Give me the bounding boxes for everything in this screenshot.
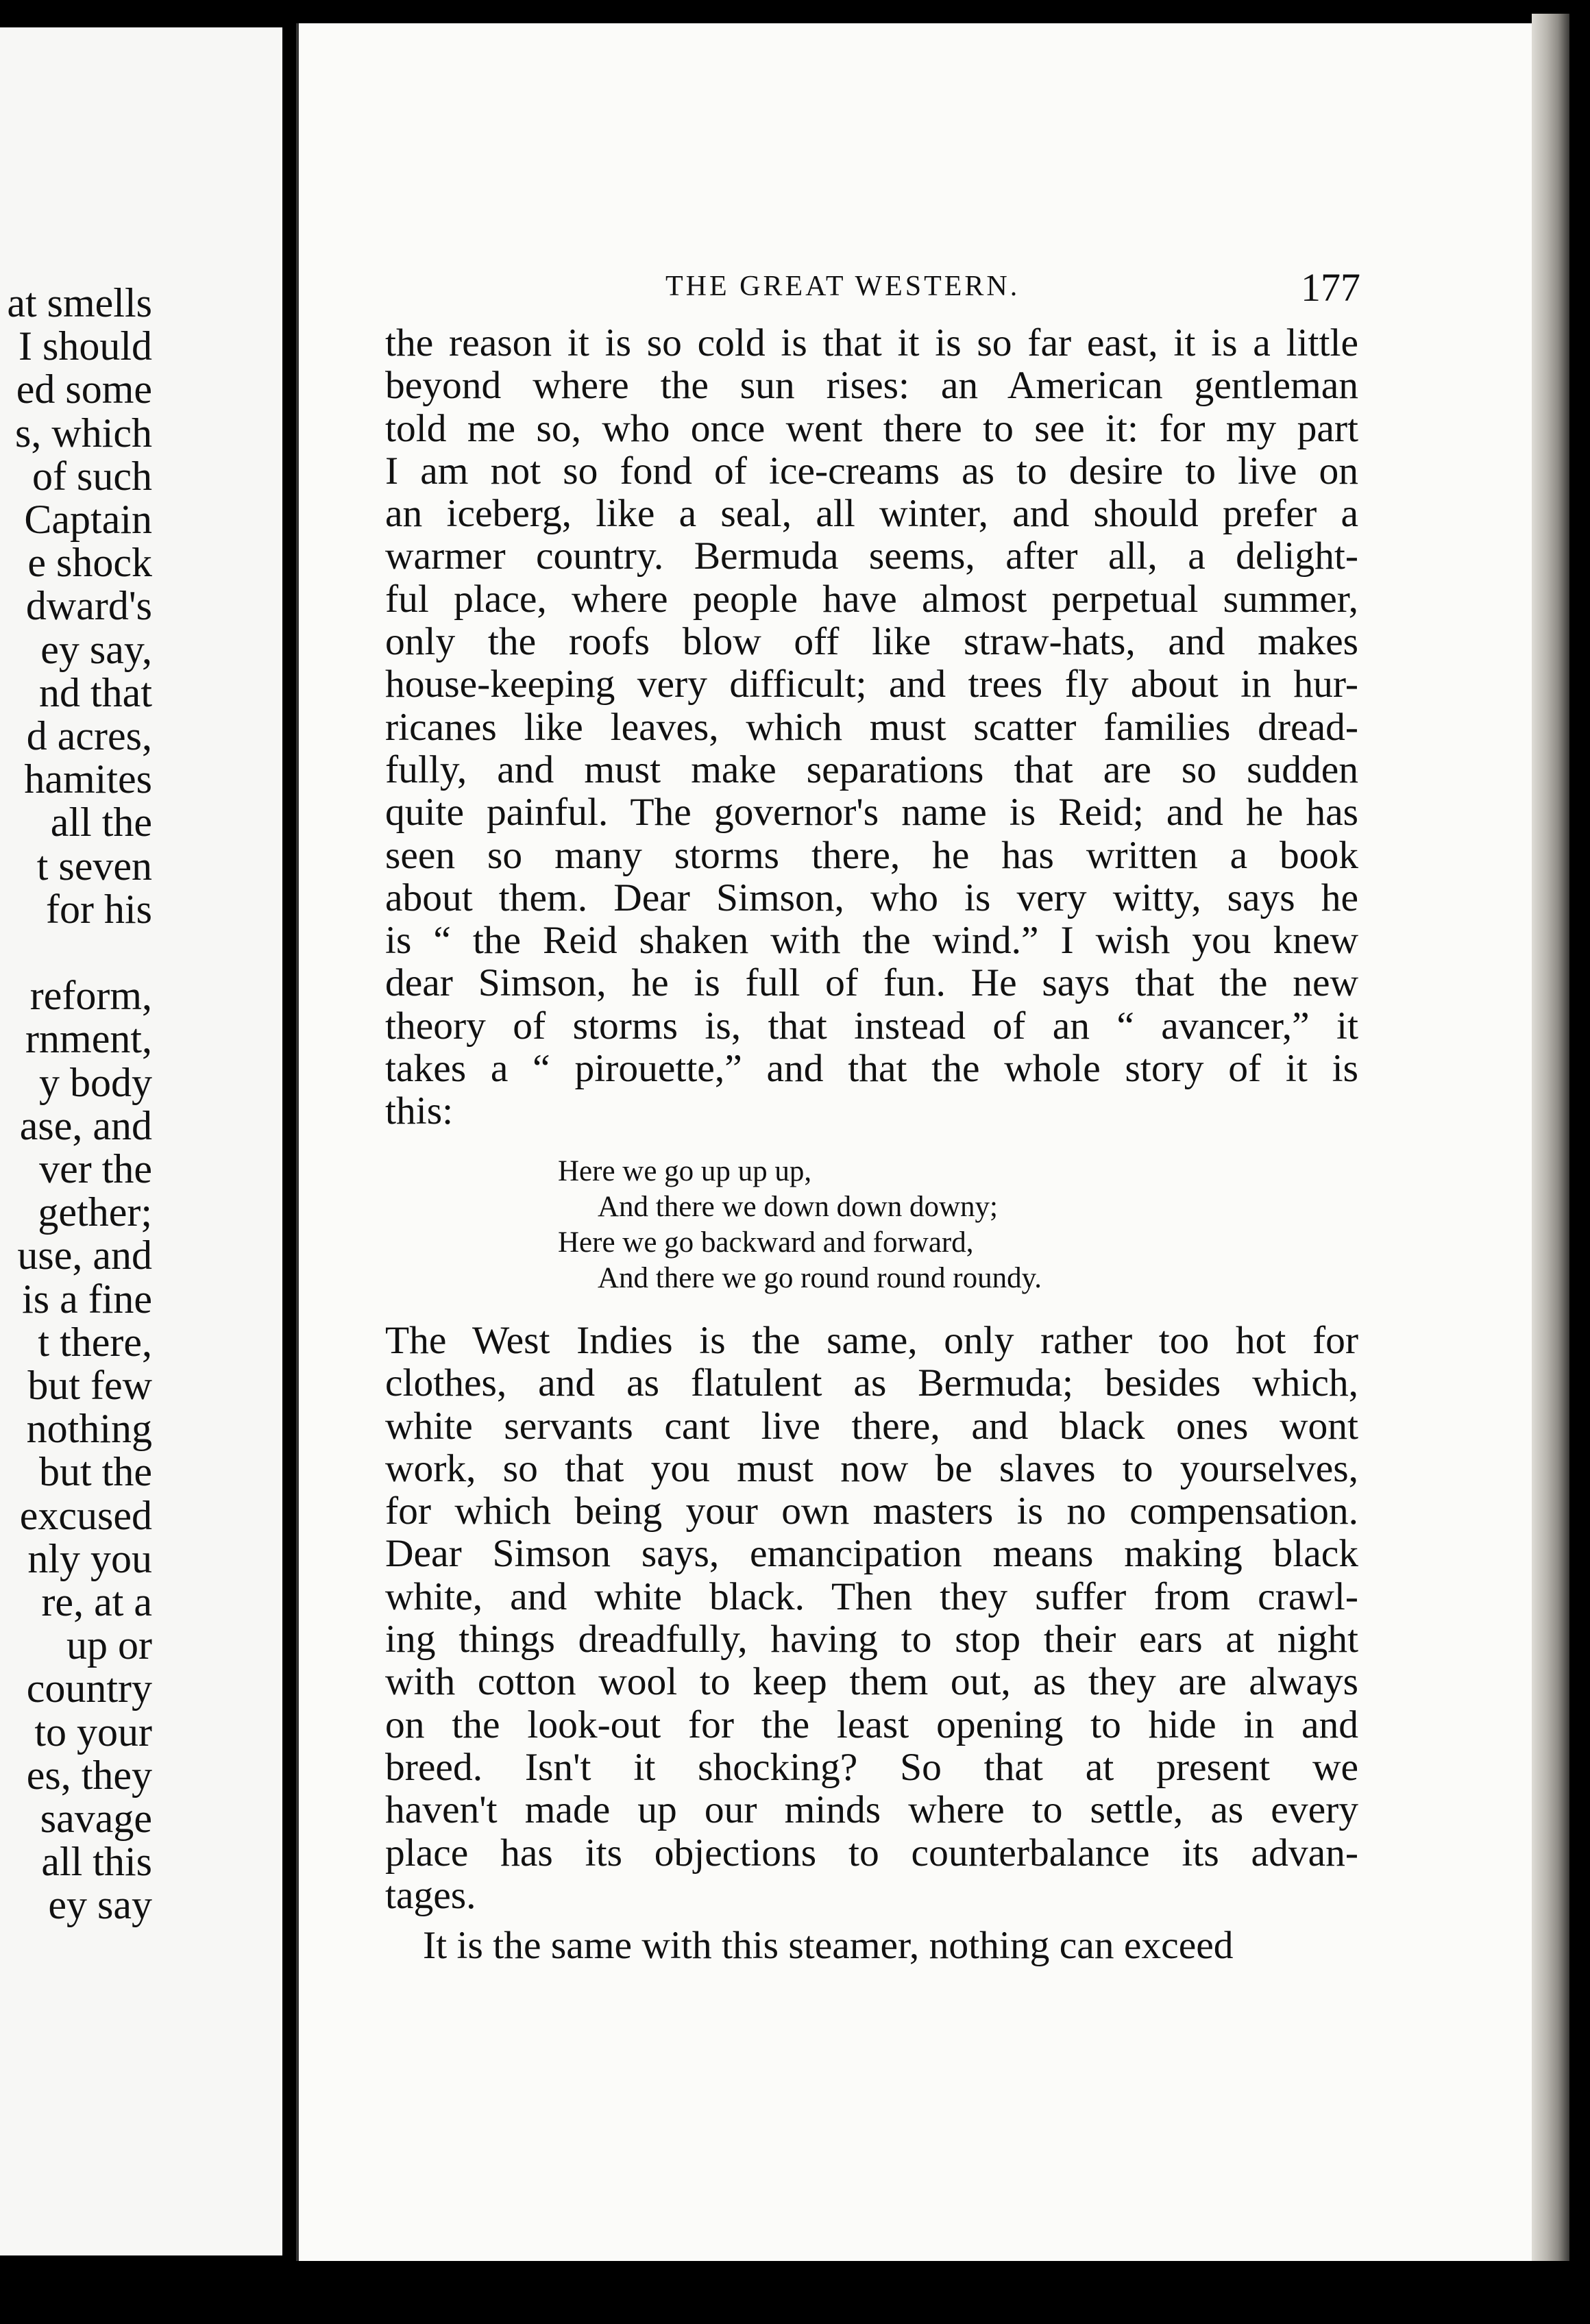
left-page-line: up or	[66, 1622, 152, 1668]
right-page	[296, 23, 1560, 2281]
left-page-line: all the	[50, 800, 152, 845]
text-line: theory of storms is, that instead of an “ avancer,” it	[385, 1004, 1358, 1048]
text-line: I am not so fond of ice-creams as to desire to live on	[385, 449, 1358, 493]
text-line: ing things dreadfully, having to stop their ears at night	[385, 1618, 1358, 1661]
left-page-line: excused	[19, 1492, 152, 1538]
left-page-line: t there,	[38, 1319, 152, 1365]
left-page-line: ed some	[16, 367, 152, 412]
paragraph-2	[385, 1320, 1358, 1917]
page-header	[299, 265, 1560, 311]
text-line: breed. Isn't it shocking? So that at present we	[385, 1745, 1358, 1789]
text-line: is “ the Reid shaken with the wind.” I wish you knew	[385, 919, 1358, 963]
text-line: ful place, where people have almost perpetual summer,	[385, 577, 1358, 621]
left-page-line: dward's	[25, 583, 152, 629]
text-line: warmer country. Bermuda seems, after all, a delight-	[385, 534, 1358, 578]
text-line: The West Indies is the same, only rather too hot for	[385, 1319, 1358, 1362]
left-page-line: d acres,	[26, 713, 152, 758]
left-page-line: nd that	[39, 669, 152, 715]
text-line: takes a “ pirouette,” and that the whole story of it is	[385, 1047, 1358, 1091]
left-page-line: nly you	[27, 1535, 152, 1581]
left-page-line: hamites	[24, 756, 152, 802]
left-page-line: of such	[32, 453, 152, 499]
left-page-line: re, at a	[41, 1579, 152, 1624]
text-line: quite painful. The governor's name is Reid; and he has	[385, 791, 1358, 835]
text-line: haven't made up our minds where to settle, as every	[385, 1788, 1358, 1832]
page-number: 177	[1301, 265, 1360, 310]
left-page-line: ase, and	[19, 1102, 152, 1148]
text-line: about them. Dear Simson, who is very witty, says he	[385, 876, 1358, 919]
text-line: work, so that you must now be slaves to yourselves,	[385, 1446, 1358, 1490]
left-page-line: but the	[39, 1449, 152, 1495]
text-line: ricanes like leaves, which must scatter families dread-	[385, 705, 1358, 749]
left-page-line: reform,	[29, 973, 152, 1019]
left-page-line: es, they	[26, 1752, 152, 1798]
left-page-line: ey say,	[40, 626, 152, 672]
verse-block	[558, 1154, 1042, 1296]
text-line: told me so, who once went there to see it: for my part	[385, 406, 1358, 450]
text-line: dear Simson, he is full of fun. He says that the new	[385, 961, 1358, 1005]
left-page-line: gether;	[38, 1189, 152, 1235]
verse-line: And there we down down downy;	[598, 1191, 998, 1223]
text-line: this:	[385, 1089, 454, 1133]
left-page-line: y body	[39, 1059, 152, 1105]
book-gutter	[282, 0, 296, 2324]
left-page-line: t seven	[36, 843, 152, 889]
left-page-line: e shock	[27, 540, 152, 586]
verse-line: Here we go backward and forward,	[558, 1226, 974, 1259]
text-line: beyond where the sun rises: an American gentleman	[385, 364, 1358, 408]
text-line: fully, and must make separations that are so sudden	[385, 747, 1358, 791]
left-page-line: Captain	[24, 497, 152, 542]
paragraph-1	[385, 322, 1358, 1133]
paragraph-3	[385, 1925, 1358, 1967]
left-page-line: to your	[34, 1709, 152, 1755]
left-page-line: ver the	[39, 1146, 152, 1191]
left-page-line: I should	[19, 323, 152, 369]
text-line: tages.	[385, 1873, 476, 1917]
text-line: only the roofs blow off like straw-hats, and makes	[385, 620, 1358, 664]
left-page-line: for his	[46, 886, 152, 932]
running-head: THE GREAT WESTERN.	[665, 271, 1020, 302]
left-page-line: country	[26, 1666, 152, 1711]
text-line: for which being your own masters is no compensation.	[385, 1489, 1358, 1533]
text-line: white, and white black. Then they suffer from crawl-	[385, 1574, 1358, 1618]
scan-border	[0, 2261, 1590, 2324]
text-line: place has its objections to counterbalance its advan-	[385, 1831, 1358, 1875]
text-line: with cotton wool to keep them out, as they are always	[385, 1660, 1358, 1704]
left-page-fragment	[0, 27, 284, 2255]
text-line: white servants cant live there, and black ones wont	[385, 1404, 1358, 1448]
left-page-line: use, and	[17, 1233, 152, 1278]
left-page-line: nothing	[26, 1406, 152, 1452]
left-page-line: ey say	[48, 1882, 152, 1928]
left-page-line: all this	[41, 1839, 152, 1885]
page-edge-shadow	[1532, 14, 1569, 2288]
left-page-line: rnment,	[25, 1016, 152, 1062]
text-line: house-keeping very difficult; and trees fly about in hur-	[385, 663, 1358, 706]
verse-line: Here we go up up up,	[558, 1155, 812, 1187]
text-line: clothes, and as flatulent as Bermuda; besides which,	[385, 1361, 1358, 1405]
text-line: on the look-out for the least opening to hide in and	[385, 1703, 1358, 1746]
text-line: the reason it is so cold is that it is so far east, it is a little	[385, 321, 1358, 364]
left-page-line: but few	[27, 1363, 152, 1408]
text-line: Dear Simson says, emancipation means making black	[385, 1532, 1358, 1576]
left-page-line: s, which	[15, 410, 152, 456]
left-page-line: savage	[40, 1796, 152, 1841]
left-page-line: is a fine	[22, 1276, 152, 1322]
text-line: seen so many storms there, he has written a book	[385, 833, 1358, 877]
left-page-line: at smells	[7, 280, 152, 325]
text-line: an iceberg, like a seal, all winter, and should prefer a	[385, 492, 1358, 536]
text-line: It is the same with this steamer, nothing can exceed	[423, 1924, 1234, 1967]
verse-line: And there we go round round roundy.	[598, 1262, 1042, 1294]
